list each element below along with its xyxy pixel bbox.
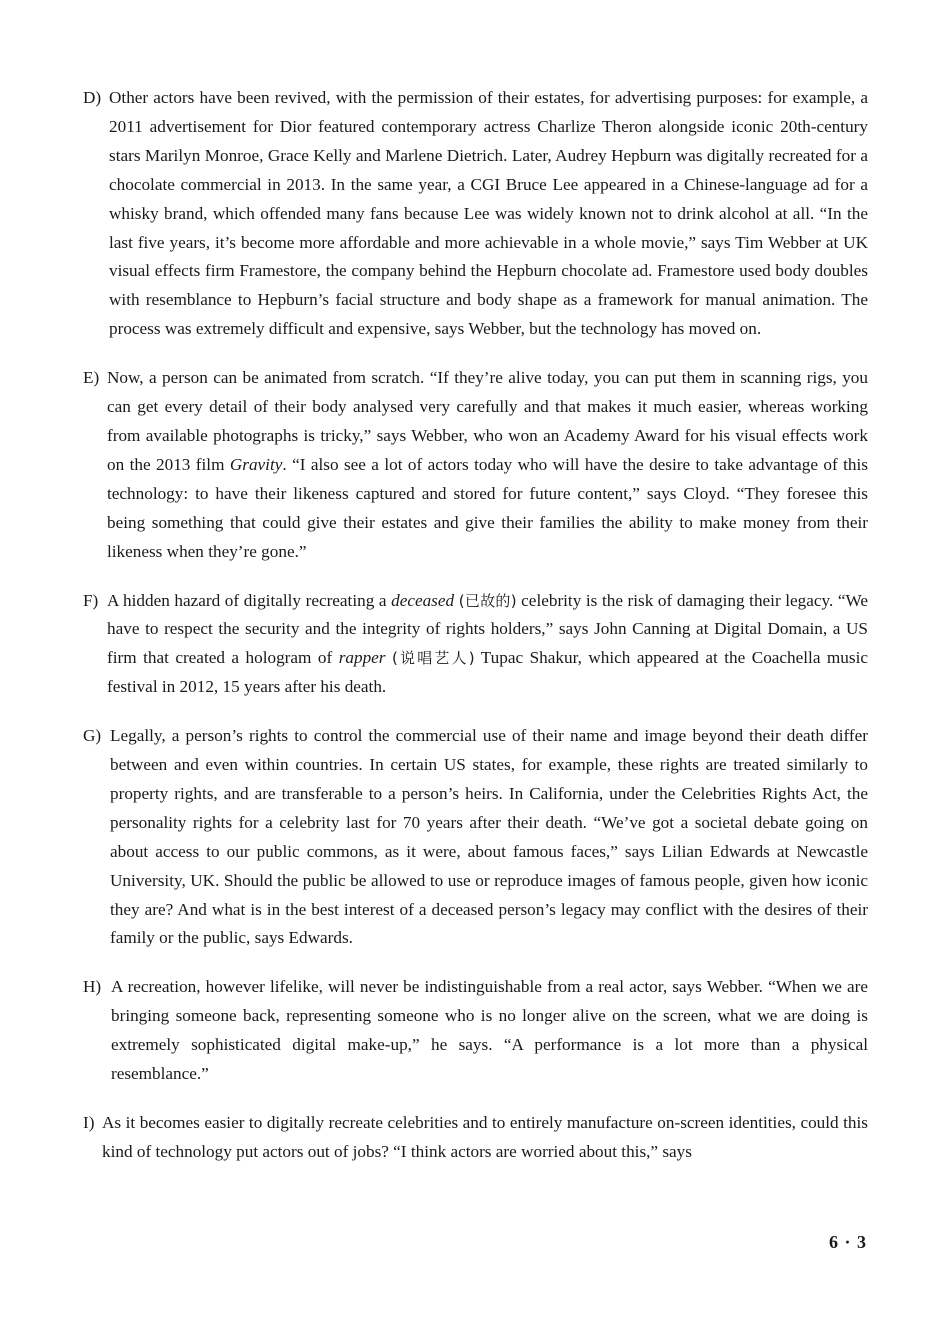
paragraph-label: H) — [83, 977, 102, 997]
document-page — [83, 84, 868, 1167]
paragraph-e — [83, 364, 868, 566]
paragraph-text: Other actors have been revived, with the permission of their estates, for advertising purposes: for example, a 2011 advertisement for Dior featured contemporary actress Charlize Theron alongside iconic 20th-century stars Marilyn Monroe, Grace Kelly and Marlene Dietrich. Later, Audrey Hepburn was digitally recreated for a chocolate commercial in 2013. In the same year, a CGI Bruce Lee appeared in a Chinese-language ad for a whisky brand, which offended many fans because Lee was widely known not to drink alcohol at all. “In the last five years, it’s become more affordable and more achievable in a whole movie,” says Tim Webber at UK visual effects firm Framestore, the company behind the Hepburn chocolate ad. Framestore used body doubles with resemblance to Hepburn’s facial structure and body shape as a framework for manual animation. The process was extremely difficult and expensive, says Webber, but the technology has moved on. — [109, 88, 868, 339]
paragraph-d — [83, 84, 868, 344]
paragraph-text: A recreation, however lifelike, will never be indistinguishable from a real actor, says Webber. “When we are bringing someone back, representing someone who is no longer alive on the screen, what we are doing is extremely sophisticated digital make-up,” he says. “A performance is a lot more than a physical resemblance.” — [111, 977, 868, 1084]
paragraph-f — [83, 587, 868, 703]
vocab-word: deceased — [391, 590, 455, 610]
paragraph-g — [83, 722, 868, 953]
film-title: Gravity — [229, 454, 283, 474]
paragraph-text: Now, a person can be animated from scratch. “If they’re alive today, you can put them in scanning rigs, you can get every detail of their body analysed very carefully and that makes it much easier, whereas working from available photographs is tricky,” says Webber, who won an Academy Award for his visual effects work on the 2013 film — [107, 368, 868, 474]
paragraph-body — [83, 587, 868, 703]
paragraph-text: A hidden hazard of digitally recreating a — [107, 590, 392, 610]
page-number: 6 · 3 — [828, 1232, 867, 1252]
paragraph-h — [83, 973, 868, 1089]
paragraph-label: I) — [83, 1113, 95, 1132]
paragraph-label: F) — [83, 590, 99, 610]
paragraph-body — [83, 364, 868, 566]
vocab-word: rapper — [338, 648, 386, 668]
paragraph-label: D) — [83, 88, 102, 107]
paragraph-text: . “I also see a lot of actors today who will have the desire to take advantage of this technology: to have their likeness captured and stored for future content,” says Cloyd. “They foresee this being something that could give their estates and give their families the ability to make money from their likeness when they’re gone.” — [107, 454, 868, 561]
vocab-gloss: (说唱艺人) — [391, 649, 475, 668]
paragraph-text: celebrity is the risk of damaging their legacy. “We have to respect the security and the integrity of rights holders,” says John Canning at Digital Domain, a US firm that created a hologram of — [107, 590, 868, 668]
paragraph-text: As it becomes easier to digitally recreate celebrities and to entirely manufacture on-screen identities, could this kind of technology put actors out of jobs? “I think actors are worried about this,” says — [102, 1113, 868, 1161]
paragraph-text: Legally, a person’s rights to control the commercial use of their name and image beyond their death differ between and even within countries. In certain US states, for example, these rights are treated similarly to property rights, and are transferable to a person’s heirs. In California, under the Celebrities Rights Act, the personality rights for a celebrity last for 70 years after their death. “We’ve got a societal debate going on about access to our public commons, as it were, about famous faces,” says Lilian Edwards at Newcastle University, UK. Should the public be allowed to use or reproduce images of famous people, given how iconic they are? And what is in the best interest of a deceased person’s legacy may conflict with the desires of their family or the public, says Edwards. — [110, 726, 868, 948]
paragraph-label: G) — [83, 726, 102, 746]
paragraph-text: Tupac Shakur, which appeared at the Coachella music festival in 2012, 15 years after his death. — [107, 648, 868, 697]
paragraph-label: E) — [83, 368, 100, 388]
paragraph-i — [83, 1109, 868, 1167]
vocab-gloss: (已故的) — [458, 591, 517, 610]
